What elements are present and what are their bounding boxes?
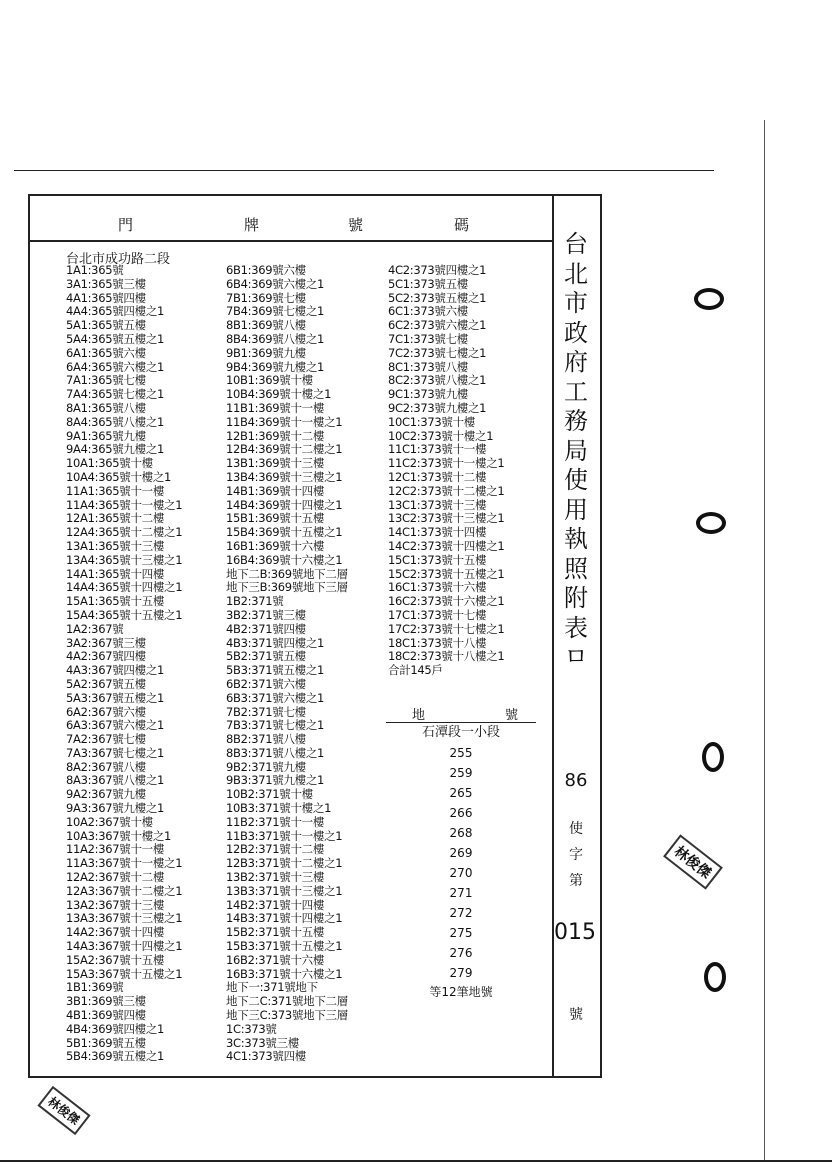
address-entry: 3B2:371號三樓 [226,607,306,622]
address-entry: 16B2:371號十六樓 [226,952,325,967]
address-entry: 5A2:367號五樓 [66,676,146,691]
seal-stamp-left: 林俊傑 [37,1086,90,1135]
address-entry: 11A4:365號十一樓之1 [66,497,183,512]
address-column-1 [66,264,182,1064]
address-entry: 12A1:365號十二樓 [66,511,165,526]
punch-hole-4 [704,962,726,992]
address-entry: 6A4:365號六樓之1 [66,359,165,374]
table-header [30,196,552,242]
address-entry: 7A3:367號七樓之1 [66,745,165,760]
address-entry: 4A1:365號四樓 [66,290,146,305]
lot-number: 271 [449,886,473,900]
address-entry: 13B3:371號十三樓之1 [226,883,343,898]
address-entry: 6B4:369號六樓之1 [226,276,325,291]
address-entry: 12B1:369號十二樓 [226,428,325,443]
address-entry: 4A2:367號四樓 [66,649,146,664]
lot-number: 255 [449,746,473,760]
address-entry: 3B1:369號三樓 [66,994,146,1009]
address-entry: 9A1:365號九樓 [66,428,146,443]
address-entry: 16C2:373號十六樓之1 [388,594,505,609]
address-entry: 12B3:371號十二樓之1 [226,856,343,871]
address-entry: 15B3:371號十五樓之1 [226,939,343,954]
address-entry: 15A1:365號十五樓 [66,594,165,609]
address-entry: 10B1:369號十樓 [226,373,313,388]
address-entry: 地下二B:369號地下二層 [226,566,348,581]
address-column-2 [226,264,348,1064]
address-entry: 地下三C:373號地下三層 [226,1008,348,1023]
address-entry: 10B3:371號十樓之1 [226,801,332,816]
address-entry: 11C2:373號十一樓之1 [388,456,505,471]
address-entry: 10B2:371號十樓 [226,787,313,802]
address-entry: 1B1:369號 [66,980,124,995]
side-title-char: 使 [564,466,588,494]
address-entry: 4C2:373號四樓之1 [388,263,487,277]
district-name: 台北市成功路二段 [66,252,171,267]
side-title-panel [552,196,600,1076]
scan-line-right [764,120,765,1160]
address-entry: 10A4:365號十樓之1 [66,469,172,484]
address-entry: 12A4:365號十二樓之1 [66,525,183,540]
address-entry: 18C1:373號十八樓 [388,635,487,650]
side-title-char: ㅁ [564,643,588,671]
address-entry: 14A4:365號十四樓之1 [66,580,183,595]
address-entry: 8B2:371號八樓 [226,732,306,747]
address-entry: 12A2:367號十二樓 [66,870,165,885]
seal-stamp-right: 林俊傑 [663,834,723,889]
address-entry: 7C2:373號七樓之1 [388,345,487,360]
address-entry: 16B1:369號十六樓 [226,538,325,553]
lot-number: 265 [449,786,473,800]
lot-number: 272 [449,906,473,920]
address-entry: 14C1:373號十四樓 [388,525,487,540]
address-entry: 9C2:373號九樓之1 [388,400,487,415]
side-title-char: 照 [564,554,588,583]
lot-number: 269 [449,846,473,860]
usage-char: 字 [569,847,583,863]
address-entry: 8C1:373號八樓 [388,359,468,374]
lot-number: 276 [449,946,473,960]
address-entry: 9A4:365號九樓之1 [66,442,165,457]
address-entry: 11B2:371號十一樓 [226,814,325,829]
address-entry: 5B1:369號五樓 [66,1035,146,1050]
header-ma: 碼 [454,216,470,234]
address-entry: 9A2:367號九樓 [66,787,146,802]
side-title-char: 務 [564,407,588,435]
address-entry: 5A1:365號五樓 [66,318,146,333]
address-entry: 5C1:373號五樓 [388,276,468,291]
address-entry: 16B4:369號十六樓之1 [226,552,343,567]
land-lot-block [386,704,536,1001]
address-entry: 4C1:373號四樓 [226,1049,306,1064]
address-entry: 6C1:373號六樓 [388,304,468,319]
lot-number: 268 [449,826,473,840]
lot-header [386,704,536,723]
address-entry: 15B1:369號十五樓 [226,511,325,526]
address-entry: 15B4:369號十五樓之1 [226,525,343,540]
address-entry: 12B2:371號十二樓 [226,842,325,857]
side-title-char: 府 [564,348,588,376]
address-entry: 18C2:373號十八樓之1 [388,649,505,664]
address-entry: 7A2:367號七樓 [66,732,146,747]
address-entry: 6B2:371號六樓 [226,676,306,691]
address-entry: 11C1:373號十一樓 [388,442,487,457]
lot-header-left: 地 [412,708,426,723]
address-entry: 16B3:371號十六樓之1 [226,966,343,981]
address-entry: 5B4:369號五樓之1 [66,1049,165,1064]
address-entry: 13A3:367號十三樓之1 [66,911,183,926]
address-entry: 11A3:367號十一樓之1 [66,856,183,871]
address-entry: 13C2:373號十三樓之1 [388,511,505,526]
address-entry: 1C:373號 [226,1021,277,1036]
address-entry: 8A1:365號八樓 [66,400,146,415]
address-entry: 14B3:371號十四樓之1 [226,911,343,926]
address-entry: 11A2:367號十一樓 [66,842,165,857]
scan-line-top [14,170,714,171]
address-entry: 地下二C:371號地下二層 [226,994,348,1009]
address-entry: 9C1:373號九樓 [388,387,468,402]
address-entry: 地下一:371號地下 [226,980,318,995]
address-entry: 7B4:369號七樓之1 [226,304,325,319]
punch-hole-1 [694,288,724,310]
address-table [30,196,554,1076]
address-entry: 11B1:369號十一樓 [226,400,325,415]
punch-hole-3 [702,742,724,772]
address-entry: 12C2:373號十二樓之1 [388,483,505,498]
address-entry: 合計145戶 [388,663,443,678]
address-entry: 8A3:367號八樓之1 [66,773,165,788]
address-entry: 4B4:369號四樓之1 [66,1021,165,1036]
address-entry: 8A4:365號八樓之1 [66,414,165,429]
address-entry: 9B4:369號九樓之1 [226,359,325,374]
address-entry: 14C2:373號十四樓之1 [388,538,505,553]
address-entry: 13A4:365號十三樓之1 [66,552,183,567]
address-entry: 12A3:367號十二樓之1 [66,883,183,898]
side-title-char: 台 [564,230,588,258]
address-entry: 9B1:369號九樓 [226,345,306,360]
address-entry: 13B1:369號十三樓 [226,456,325,471]
side-title [558,230,594,673]
lot-number-list [386,743,536,983]
scan-line-bottom [0,1160,832,1162]
address-entry: 11B3:371號十一樓之1 [226,828,343,843]
address-entry: 11A1:365號十一樓 [66,483,165,498]
usage-label [556,816,596,894]
lot-header-right: 號 [504,708,518,723]
lot-section: 石潭段一小段 [421,725,500,740]
side-title-char: 工 [564,377,588,406]
address-entry: 12B4:369號十二樓之1 [226,442,343,457]
address-entry: 7B3:371號七樓之1 [226,718,325,733]
address-entry: 10B4:369號十樓之1 [226,387,332,402]
address-entry: 10A2:367號十樓 [66,814,153,829]
side-title-char: 執 [564,525,588,553]
address-entry: 5B2:371號五樓 [226,649,306,664]
address-entry: 10C1:373號十樓 [388,414,476,429]
address-entry: 14A1:365號十四樓 [66,566,165,581]
address-entry: 5B3:371號五樓之1 [226,663,325,678]
address-entry: 6B3:371號六樓之1 [226,690,325,705]
address-entry: 6A1:365號六樓 [66,345,146,360]
lot-number: 275 [449,926,473,940]
lot-number: 259 [449,766,473,780]
address-entry: 7A1:365號七樓 [66,373,146,388]
address-entry: 7C1:373號七樓 [388,331,468,346]
address-entry: 8B1:369號八樓 [226,318,306,333]
address-entry: 10A3:367號十樓之1 [66,828,172,843]
address-entry: 9B2:371號九樓 [226,759,306,774]
address-entry: 15C2:373號十五樓之1 [388,566,505,581]
address-entry: 4A3:367號四樓之1 [66,663,165,678]
lot-number: 266 [449,806,473,820]
license-number: 015 [554,920,596,945]
address-entry: 11B4:369號十一樓之1 [226,414,343,429]
side-title-char: 政 [564,318,588,347]
address-entry: 10C2:373號十樓之1 [388,428,494,443]
lot-total: 等12筆地號 [429,985,493,999]
side-title-char: 表 [564,613,588,642]
address-entry: 5C2:373號五樓之1 [388,290,487,305]
address-entry: 12C1:373號十二樓 [388,469,487,484]
address-entry: 8A2:367號八樓 [66,759,146,774]
address-entry: 6A2:367號六樓 [66,704,146,719]
side-title-char: 局 [564,436,588,465]
address-entry: 15A3:367號十五樓之1 [66,966,183,981]
side-title-char: 附 [564,584,588,612]
address-entry: 6C2:373號六樓之1 [388,318,487,333]
address-entry: 4B2:371號四樓 [226,621,306,636]
address-entry: 9A3:367號九樓之1 [66,801,165,816]
address-entry: 13A2:367號十三樓 [66,897,165,912]
address-entry: 1A1:365號 [66,263,124,277]
address-entry: 7B2:371號七樓 [226,704,306,719]
address-entry: 3A2:367號三樓 [66,635,146,650]
side-title-char: 市 [564,289,588,317]
address-entry: 6B1:369號六樓 [226,263,306,277]
year-number: 86 [564,770,588,791]
lot-number: 270 [449,866,473,880]
address-entry: 13A1:365號十三樓 [66,538,165,553]
address-entry: 5A4:365號五樓之1 [66,331,165,346]
side-title-char: 用 [564,495,588,524]
address-entry: 10A1:365號十樓 [66,456,153,471]
address-entry: 14A3:367號十四樓之1 [66,939,183,954]
address-entry: 14B2:371號十四樓 [226,897,325,912]
address-entry: 7A4:365號七樓之1 [66,387,165,402]
address-entry: 17C2:373號十七樓之1 [388,621,505,636]
address-entry: 13B4:369號十三樓之1 [226,469,343,484]
address-entry: 7B1:369號七樓 [226,290,306,305]
header-men: 門 [118,216,134,234]
address-entry: 9B3:371號九樓之1 [226,773,325,788]
address-entry: 14B4:369號十四樓之1 [226,497,343,512]
address-entry: 15A4:365號十五樓之1 [66,607,183,622]
address-entry: 3C:373號三樓 [226,1035,299,1050]
address-entry: 14A2:367號十四樓 [66,925,165,940]
address-entry: 8B4:369號八樓之1 [226,331,325,346]
side-title-char: 北 [564,259,588,288]
address-entry: 1B2:371號 [226,594,284,609]
punch-hole-2 [696,512,726,534]
attachment-table [28,194,602,1078]
header-pai: 牌 [244,216,260,234]
address-entry: 15C1:373號十五樓 [388,552,487,567]
address-entry: 8C2:373號八樓之1 [388,373,487,388]
address-entry: 3A1:365號三樓 [66,276,146,291]
address-entry: 16C1:373號十六樓 [388,580,487,595]
address-entry: 8B3:371號八樓之1 [226,745,325,760]
header-hao: 號 [348,216,364,234]
usage-char: 使 [569,821,583,837]
address-entry: 4B1:369號四樓 [66,1008,146,1023]
address-entry: 17C1:373號十七樓 [388,607,487,622]
license-suffix: 號 [569,1007,583,1023]
address-entry: 6A3:367號六樓之1 [66,718,165,733]
address-entry: 4B3:371號四樓之1 [226,635,325,650]
address-entry: 13C1:373號十三樓 [388,497,487,512]
address-entry: 1A2:367號 [66,621,124,636]
usage-char: 第 [569,873,583,889]
address-entry: 15A2:367號十五樓 [66,952,165,967]
address-entry: 13B2:371號十三樓 [226,870,325,885]
address-entry: 14B1:369號十四樓 [226,483,325,498]
address-entry: 15B2:371號十五樓 [226,925,325,940]
address-entry: 地下三B:369號地下三層 [226,580,348,595]
address-entry: 5A3:367號五樓之1 [66,690,165,705]
lot-number: 279 [449,966,473,980]
address-entry: 4A4:365號四樓之1 [66,304,165,319]
address-column-3 [388,264,504,678]
